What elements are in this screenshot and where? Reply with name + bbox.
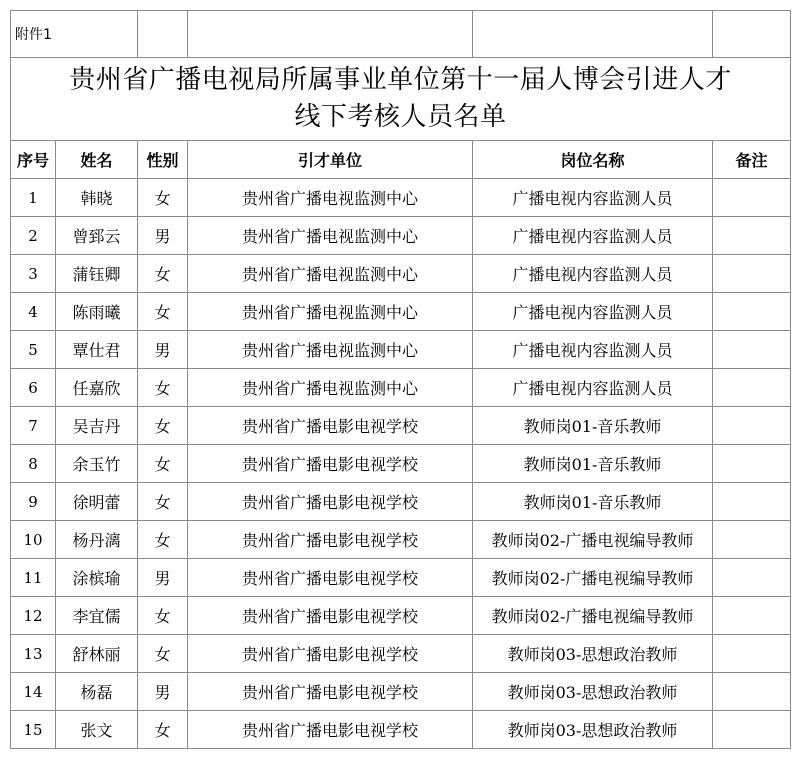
person-name: 蒲钰卿 [56, 255, 138, 293]
position-name: 广播电视内容监测人员 [473, 217, 713, 255]
position-name: 教师岗01-音乐教师 [473, 445, 713, 483]
header-unit: 引才单位 [188, 141, 473, 179]
empty-cell [473, 11, 713, 58]
position-name: 教师岗03-思想政治教师 [473, 635, 713, 673]
remark-cell [713, 483, 791, 521]
position-name: 教师岗02-广播电视编导教师 [473, 559, 713, 597]
table-row [11, 407, 791, 445]
table-row [11, 521, 791, 559]
row-number: 3 [11, 255, 56, 293]
person-gender: 女 [138, 407, 188, 445]
recruiting-unit: 贵州省广播电视监测中心 [188, 179, 473, 217]
person-gender: 女 [138, 369, 188, 407]
row-number: 1 [11, 179, 56, 217]
person-name: 陈雨曦 [56, 293, 138, 331]
person-name: 吴吉丹 [56, 407, 138, 445]
table-row [11, 217, 791, 255]
row-number: 15 [11, 711, 56, 749]
remark-cell [713, 331, 791, 369]
remark-cell [713, 635, 791, 673]
person-name: 覃仕君 [56, 331, 138, 369]
header-position: 岗位名称 [473, 141, 713, 179]
table-row [11, 179, 791, 217]
person-name: 余玉竹 [56, 445, 138, 483]
person-gender: 女 [138, 179, 188, 217]
position-name: 广播电视内容监测人员 [473, 331, 713, 369]
header-name: 姓名 [56, 141, 138, 179]
person-gender: 女 [138, 711, 188, 749]
person-name: 杨磊 [56, 673, 138, 711]
position-name: 教师岗02-广播电视编导教师 [473, 521, 713, 559]
remark-cell [713, 293, 791, 331]
empty-cell [188, 11, 473, 58]
position-name: 教师岗02-广播电视编导教师 [473, 597, 713, 635]
table-body [11, 179, 791, 749]
table-row [11, 711, 791, 749]
remark-cell [713, 369, 791, 407]
remark-cell [713, 521, 791, 559]
row-number: 5 [11, 331, 56, 369]
document-title [11, 58, 791, 141]
header-note: 备注 [713, 141, 791, 179]
row-number: 4 [11, 293, 56, 331]
position-name: 教师岗01-音乐教师 [473, 407, 713, 445]
position-name: 广播电视内容监测人员 [473, 293, 713, 331]
recruiting-unit: 贵州省广播电影电视学校 [188, 483, 473, 521]
title-row [11, 58, 791, 141]
person-gender: 男 [138, 331, 188, 369]
recruiting-unit: 贵州省广播电视监测中心 [188, 217, 473, 255]
recruiting-unit: 贵州省广播电影电视学校 [188, 597, 473, 635]
remark-cell [713, 597, 791, 635]
table-row [11, 293, 791, 331]
person-gender: 男 [138, 559, 188, 597]
header-row [11, 141, 791, 179]
person-gender: 男 [138, 673, 188, 711]
person-name: 张文 [56, 711, 138, 749]
position-name: 广播电视内容监测人员 [473, 369, 713, 407]
person-gender: 女 [138, 635, 188, 673]
row-number: 10 [11, 521, 56, 559]
row-number: 8 [11, 445, 56, 483]
recruiting-unit: 贵州省广播电视监测中心 [188, 293, 473, 331]
candidate-list-sheet [10, 10, 790, 749]
recruiting-unit: 贵州省广播电影电视学校 [188, 445, 473, 483]
position-name: 教师岗03-思想政治教师 [473, 711, 713, 749]
table-row [11, 445, 791, 483]
table-row [11, 597, 791, 635]
person-gender: 女 [138, 597, 188, 635]
remark-cell [713, 559, 791, 597]
header-gender: 性别 [138, 141, 188, 179]
person-name: 曾郅云 [56, 217, 138, 255]
position-name: 广播电视内容监测人员 [473, 179, 713, 217]
person-gender: 女 [138, 255, 188, 293]
person-gender: 男 [138, 217, 188, 255]
table-row [11, 369, 791, 407]
person-name: 任嘉欣 [56, 369, 138, 407]
title-line-2: 线下考核人员名单 [294, 102, 507, 132]
person-name: 涂槟瑜 [56, 559, 138, 597]
remark-cell [713, 673, 791, 711]
remark-cell [713, 445, 791, 483]
position-name: 教师岗03-思想政治教师 [473, 673, 713, 711]
row-number: 11 [11, 559, 56, 597]
row-number: 13 [11, 635, 56, 673]
position-name: 广播电视内容监测人员 [473, 255, 713, 293]
attachment-label: 附件1 [11, 11, 138, 58]
recruiting-unit: 贵州省广播电影电视学校 [188, 673, 473, 711]
empty-cell [713, 11, 791, 58]
recruiting-unit: 贵州省广播电影电视学校 [188, 711, 473, 749]
row-number: 14 [11, 673, 56, 711]
attachment-row [11, 11, 791, 58]
person-name: 杨丹漓 [56, 521, 138, 559]
person-gender: 女 [138, 521, 188, 559]
recruiting-unit: 贵州省广播电影电视学校 [188, 521, 473, 559]
person-gender: 女 [138, 483, 188, 521]
row-number: 2 [11, 217, 56, 255]
recruiting-unit: 贵州省广播电影电视学校 [188, 635, 473, 673]
table-row [11, 331, 791, 369]
remark-cell [713, 217, 791, 255]
position-name: 教师岗01-音乐教师 [473, 483, 713, 521]
row-number: 9 [11, 483, 56, 521]
row-number: 7 [11, 407, 56, 445]
row-number: 6 [11, 369, 56, 407]
title-line-1: 贵州省广播电视局所属事业单位第十一届人博会引进人才 [69, 65, 732, 95]
remark-cell [713, 711, 791, 749]
person-name: 徐明蕾 [56, 483, 138, 521]
recruiting-unit: 贵州省广播电视监测中心 [188, 331, 473, 369]
remark-cell [713, 407, 791, 445]
table-row [11, 635, 791, 673]
table-row [11, 673, 791, 711]
person-name: 韩晓 [56, 179, 138, 217]
remark-cell [713, 255, 791, 293]
candidate-table [10, 10, 791, 749]
person-gender: 女 [138, 445, 188, 483]
table-row [11, 559, 791, 597]
person-gender: 女 [138, 293, 188, 331]
recruiting-unit: 贵州省广播电影电视学校 [188, 559, 473, 597]
header-number: 序号 [11, 141, 56, 179]
row-number: 12 [11, 597, 56, 635]
recruiting-unit: 贵州省广播电视监测中心 [188, 255, 473, 293]
table-row [11, 255, 791, 293]
recruiting-unit: 贵州省广播电影电视学校 [188, 407, 473, 445]
remark-cell [713, 179, 791, 217]
person-name: 李宜儒 [56, 597, 138, 635]
recruiting-unit: 贵州省广播电视监测中心 [188, 369, 473, 407]
empty-cell [138, 11, 188, 58]
table-row [11, 483, 791, 521]
person-name: 舒林丽 [56, 635, 138, 673]
